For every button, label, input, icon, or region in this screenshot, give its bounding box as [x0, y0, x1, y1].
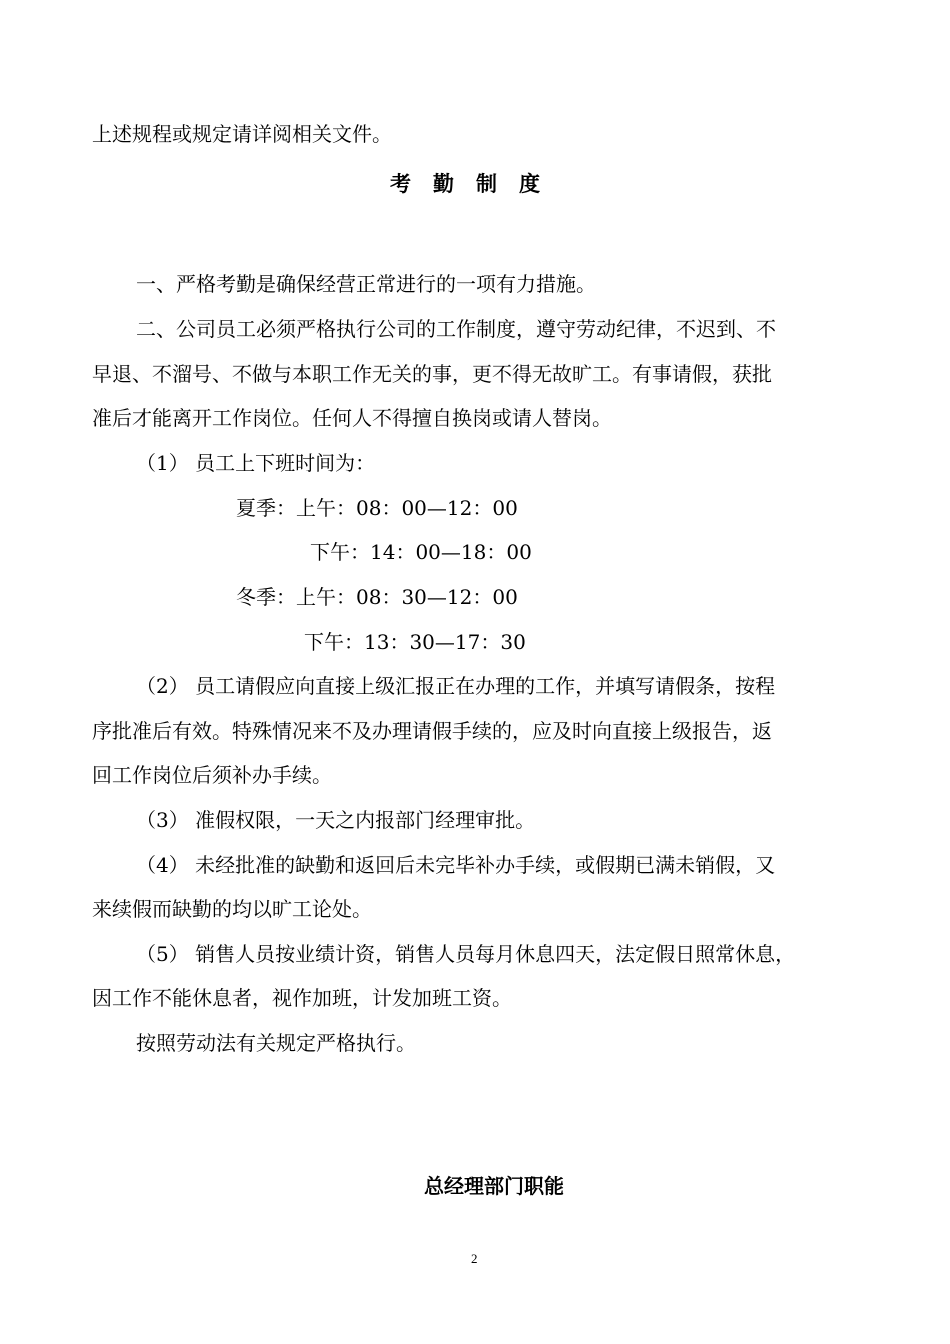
item-2-line-2: 序批准后有效。特殊情况来不及办理请假手续的，应及时向直接上级报告，返 [92, 719, 772, 743]
paragraph-2-line-2: 早退、不溜号、不做与本职工作无关的事，更不得无故旷工。有事请假，获批 [92, 362, 772, 386]
item-4-line-2: 来续假而缺勤的均以旷工论处。 [92, 897, 372, 921]
item-1-heading: （1） 员工上下班时间为： [136, 451, 376, 475]
title-char: 勤 [433, 171, 454, 196]
summer-morning: 夏季：上午：08：00—12：00 [236, 496, 518, 520]
title-char: 制 [476, 171, 497, 196]
title-char: 考 [390, 171, 411, 196]
paragraph-1: 一、严格考勤是确保经营正常进行的一项有力措施。 [136, 272, 596, 296]
closing-line: 按照劳动法有关规定严格执行。 [136, 1031, 416, 1055]
title-char: 度 [519, 171, 540, 196]
item-2-line-3: 回工作岗位后须补办手续。 [92, 763, 332, 787]
item-5-line-1: （5） 销售人员按业绩计资，销售人员每月休息四天，法定假日照常休息， [136, 942, 796, 966]
section-title: 总经理部门职能 [424, 1174, 564, 1198]
winter-morning: 冬季：上午：08：30—12：00 [236, 585, 518, 609]
paragraph-2-line-3: 准后才能离开工作岗位。任何人不得擅自换岗或请人替岗。 [92, 406, 612, 430]
winter-afternoon: 下午：13：30—17：30 [304, 630, 526, 654]
item-2-line-1: （2） 员工请假应向直接上级汇报正在办理的工作，并填写请假条，按程 [136, 674, 776, 698]
paragraph-2-line-1: 二、公司员工必须严格执行公司的工作制度，遵守劳动纪律，不迟到、不 [136, 317, 776, 341]
document-title [390, 168, 540, 198]
intro-line: 上述规程或规定请详阅相关文件。 [92, 122, 392, 146]
item-5-line-2: 因工作不能休息者，视作加班，计发加班工资。 [92, 986, 512, 1010]
summer-afternoon: 下午：14：00—18：00 [310, 540, 532, 564]
item-3: （3） 准假权限，一天之内报部门经理审批。 [136, 808, 536, 832]
item-4-line-1: （4） 未经批准的缺勤和返回后未完毕补办手续，或假期已满未销假，又 [136, 853, 776, 877]
page-number: 2 [471, 1251, 478, 1266]
